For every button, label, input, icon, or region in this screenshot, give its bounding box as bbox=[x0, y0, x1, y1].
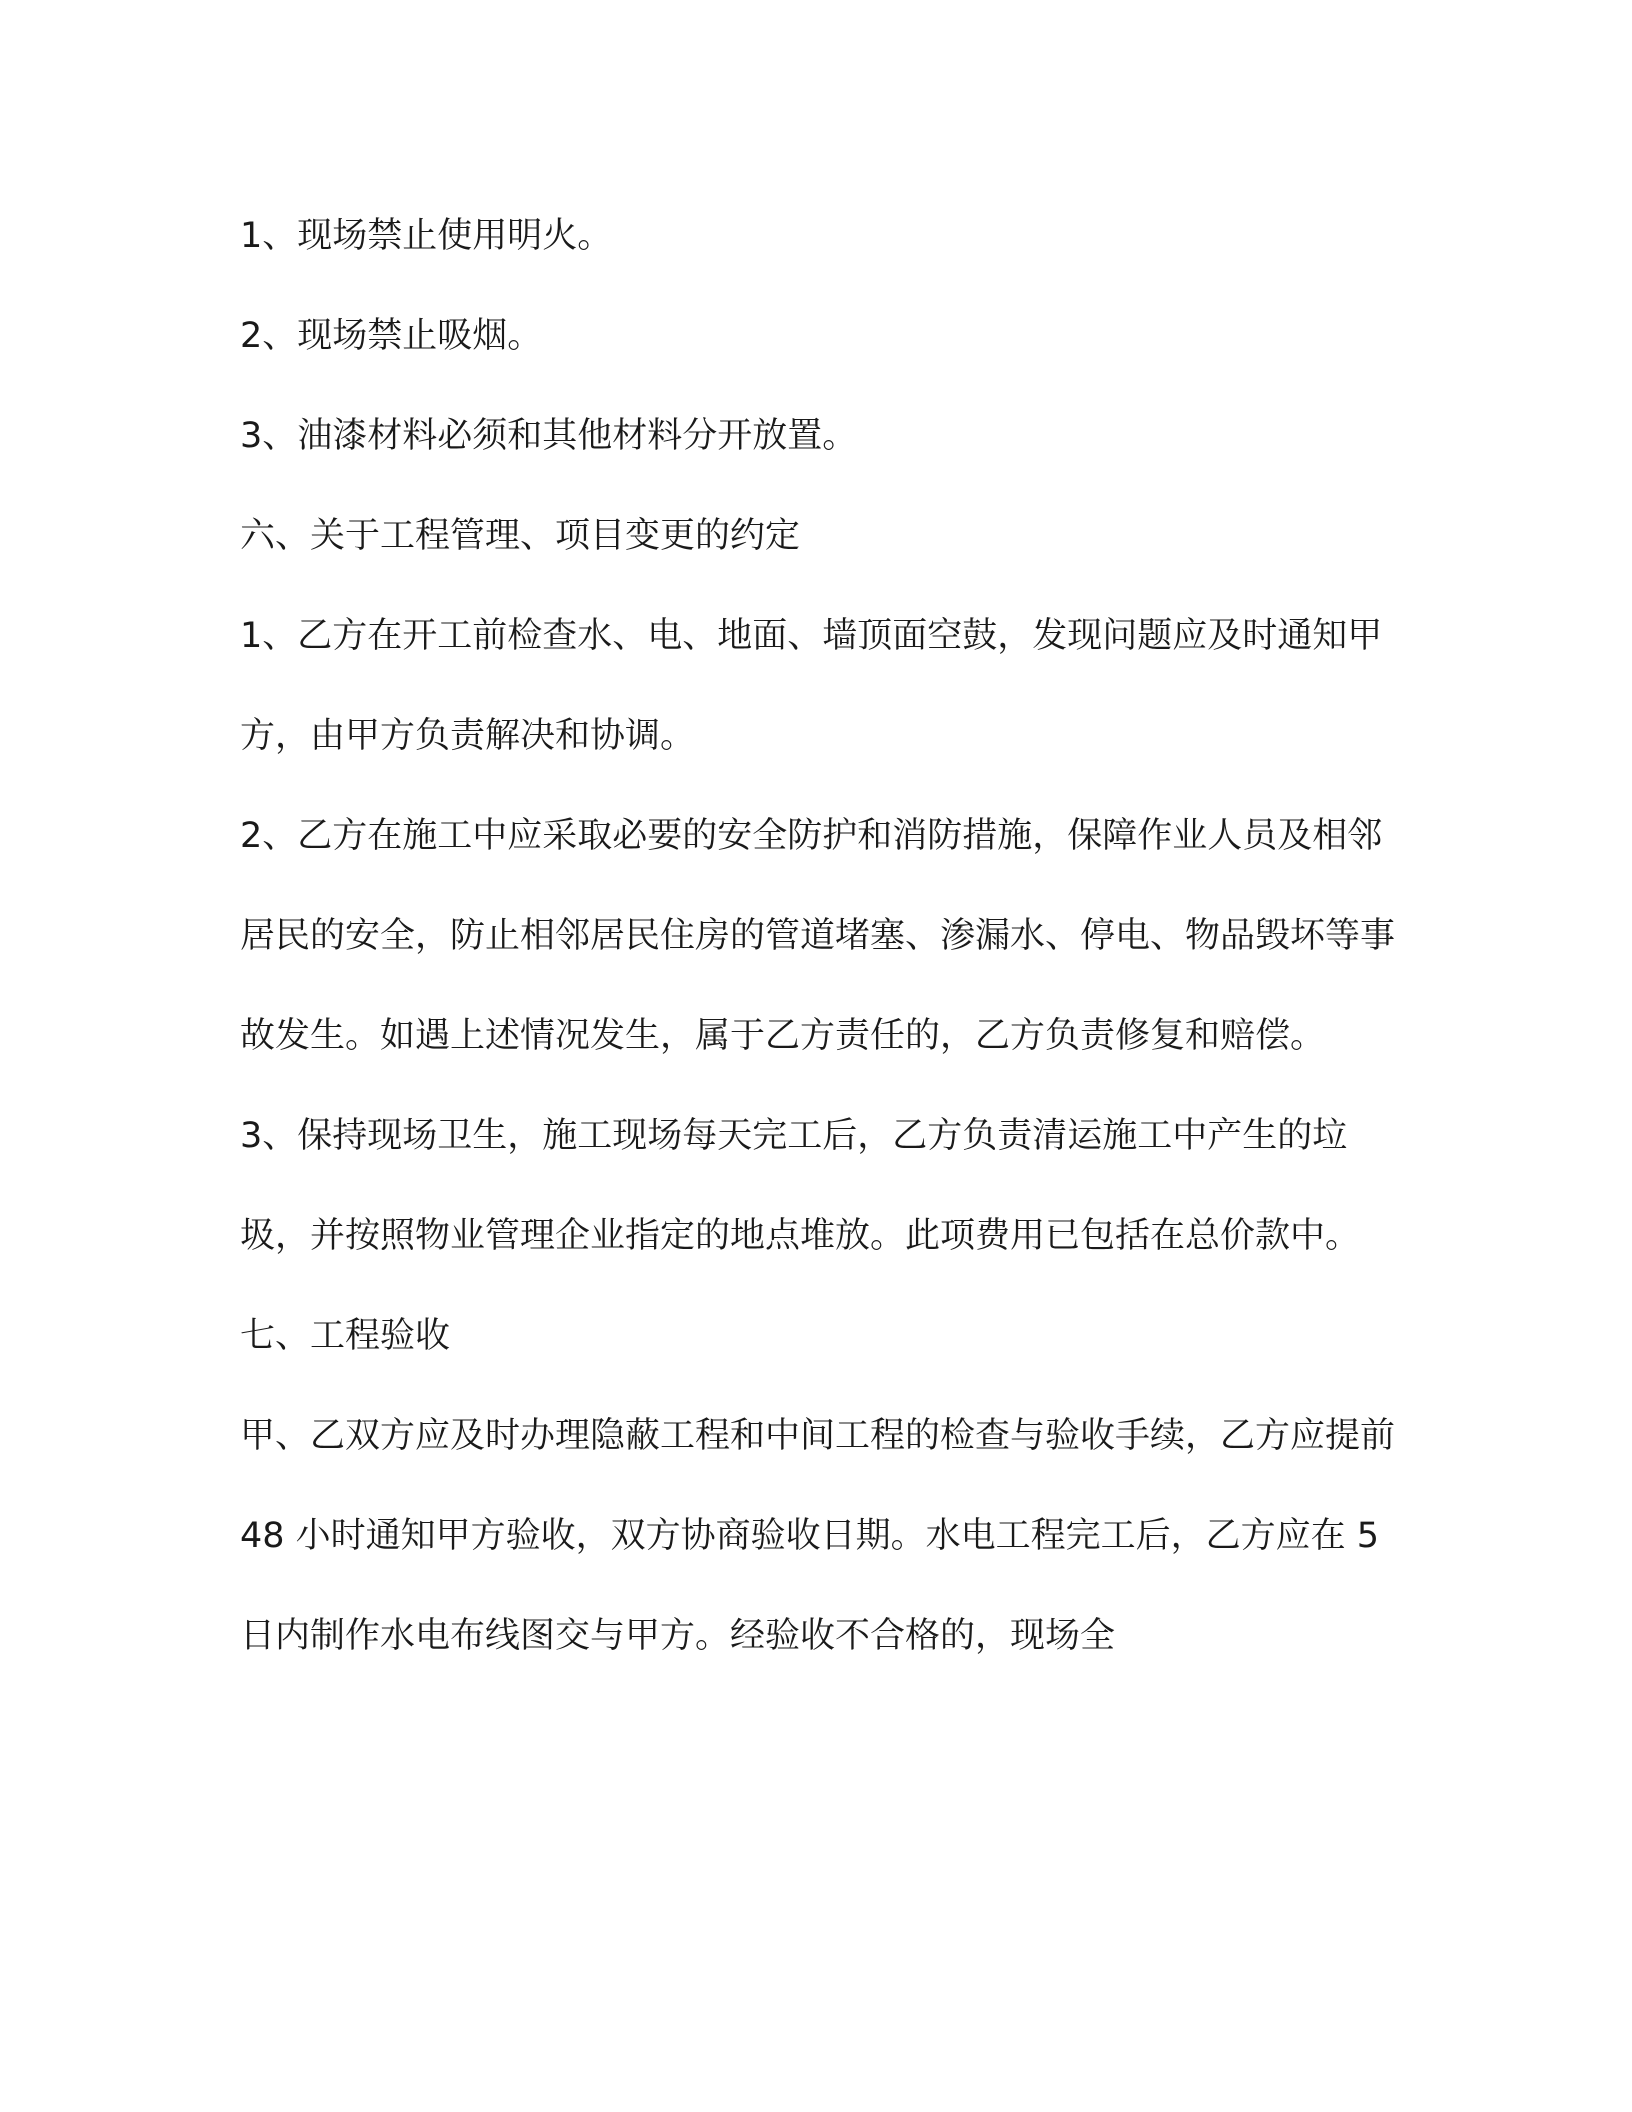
list-item-safety: 2、乙方在施工中应采取必要的安全防护和消防措施，保障作业人员及相邻居民的安全，防止相邻居民住房的管道堵塞、渗漏水、停电、物品毁坏等事故发生。如遇上述情况发生，属于乙方责任的，乙方负责修复和赔偿。 bbox=[240, 816, 1396, 1056]
list-item-sanitation: 3、保持现场卫生，施工现场每天完工后，乙方负责清运施工中产生的垃圾，并按照物业管理企业指定的地点堆放。此项费用已包括在总价款中。 bbox=[240, 1116, 1361, 1256]
document-body bbox=[240, 186, 1400, 1686]
section-heading-management: 六、关于工程管理、项目变更的约定 bbox=[240, 516, 801, 556]
list-item-inspection: 1、乙方在开工前检查水、电、地面、墙顶面空鼓，发现问题应及时通知甲方，由甲方负责解决和协调。 bbox=[240, 616, 1383, 756]
list-item-no-open-flame: 1、现场禁止使用明火。 bbox=[240, 216, 613, 256]
list-item-no-smoking: 2、现场禁止吸烟。 bbox=[240, 316, 543, 356]
list-item-paint-storage: 3、油漆材料必须和其他材料分开放置。 bbox=[240, 416, 858, 456]
paragraph-acceptance: 甲、乙双方应及时办理隐蔽工程和中间工程的检查与验收手续，乙方应提前 48 小时通知甲方验收，双方协商验收日期。水电工程完工后，乙方应在 5 日内制作水电布线图交与甲方。经验收不合格的，现场全 bbox=[240, 1416, 1396, 1656]
section-heading-acceptance: 七、工程验收 bbox=[240, 1316, 451, 1356]
